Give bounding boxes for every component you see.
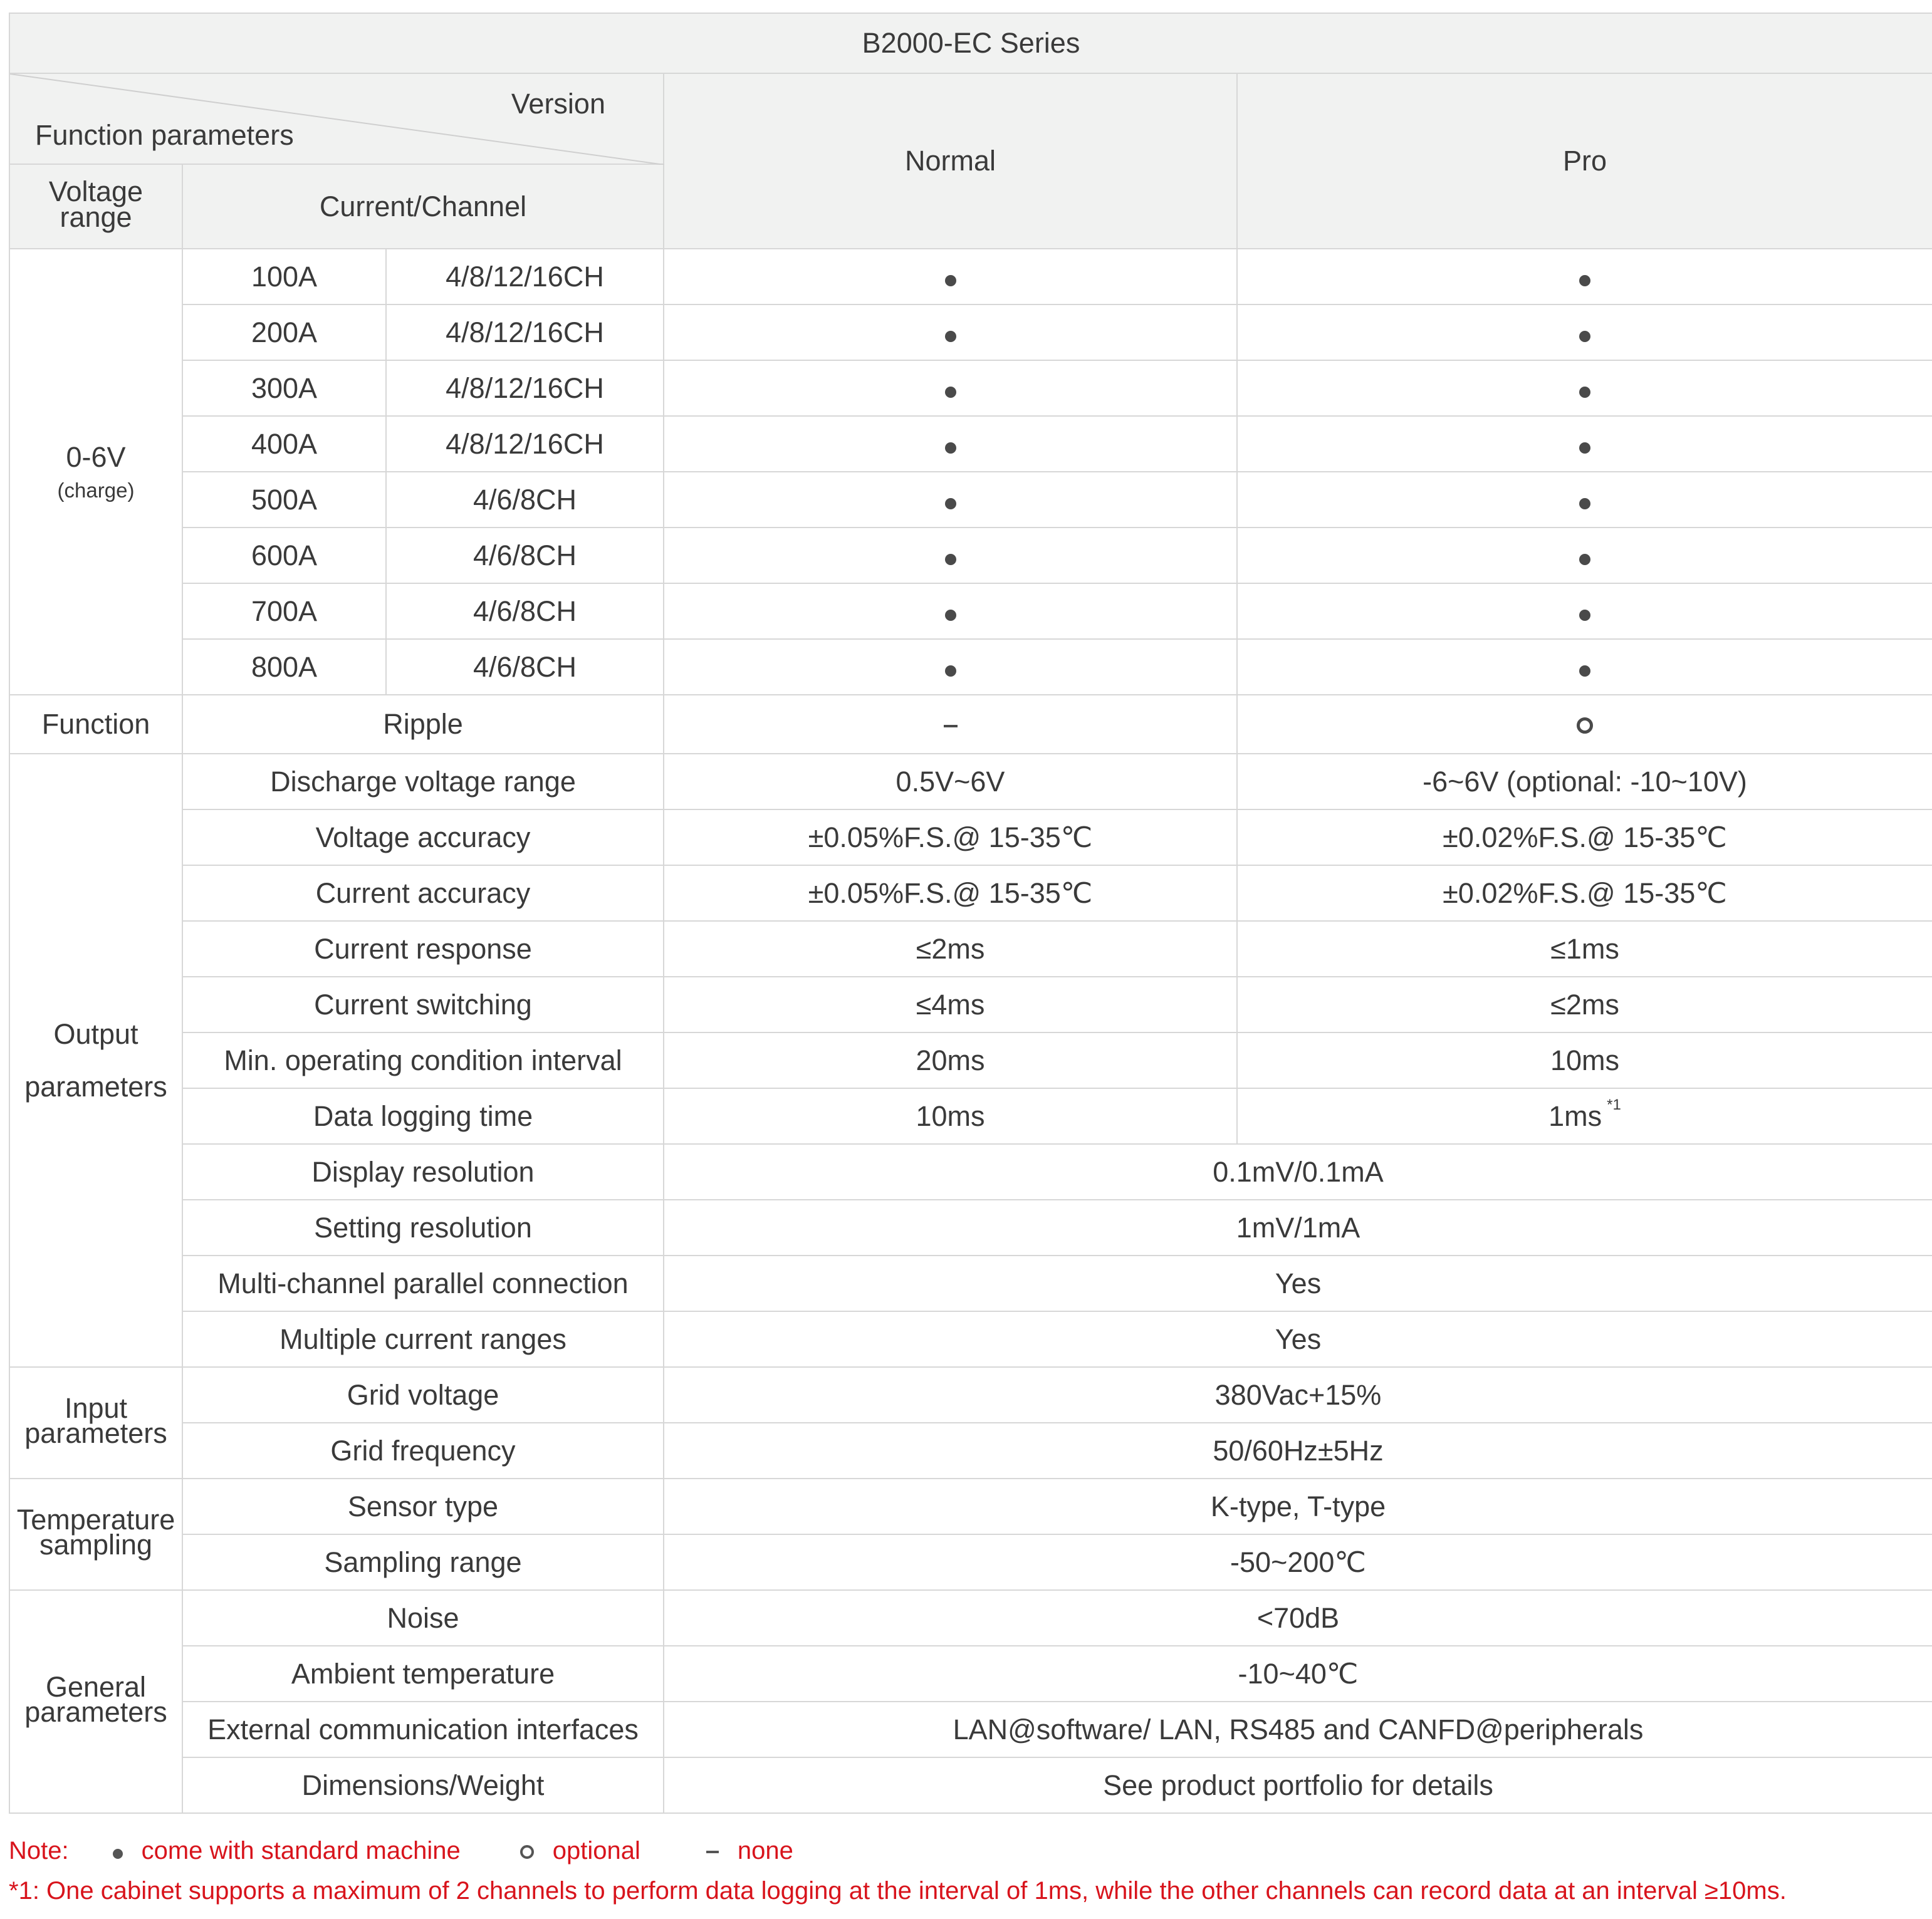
optional-ring-icon	[1577, 717, 1593, 734]
ripple-normal-cell	[664, 695, 1237, 754]
normal-header: Normal	[664, 73, 1237, 249]
merged-value: 1mV/1mA	[664, 1200, 1932, 1256]
output-label-line1: Output	[53, 1018, 138, 1051]
optional-legend-text: optional	[552, 1837, 640, 1864]
merged-value: Yes	[664, 1311, 1932, 1367]
current-cell: 700A	[182, 583, 386, 639]
param-label: Discharge voltage range	[182, 754, 664, 809]
standard-dot-icon	[945, 442, 956, 454]
normal-standard-cell	[664, 360, 1237, 416]
param-label: Setting resolution	[182, 1200, 664, 1256]
temp-group-text: Temperature sampling	[16, 1503, 175, 1561]
param-label: Current accuracy	[182, 865, 664, 921]
normal-value: ±0.05%F.S.@ 15-35℃	[664, 809, 1237, 865]
voltage-range-header	[9, 164, 182, 249]
channels-cell: 4/8/12/16CH	[386, 249, 664, 304]
standard-dot-icon	[1579, 387, 1590, 398]
pro-standard-cell	[1237, 639, 1932, 695]
merged-value: -10~40℃	[664, 1646, 1932, 1702]
current-cell: 800A	[182, 639, 386, 695]
header-diagonal-cell	[9, 73, 664, 164]
param-label: Sampling range	[182, 1534, 664, 1590]
standard-dot-icon	[113, 1849, 123, 1859]
channels-cell: 4/6/8CH	[386, 583, 664, 639]
none-legend-text: none	[737, 1837, 793, 1864]
current-cell: 400A	[182, 416, 386, 472]
standard-legend-text: come with standard machine	[141, 1837, 461, 1864]
normal-standard-cell	[664, 249, 1237, 304]
standard-dot-icon	[945, 665, 956, 677]
standard-dot-icon	[945, 331, 956, 342]
pro-header: Pro	[1237, 73, 1932, 249]
normal-value: 20ms	[664, 1032, 1237, 1088]
standard-dot-icon	[1579, 554, 1590, 565]
channels-cell: 4/8/12/16CH	[386, 304, 664, 360]
merged-value: 380Vac+15%	[664, 1367, 1932, 1423]
standard-dot-icon	[945, 275, 956, 286]
standard-dot-icon	[945, 387, 956, 398]
voltage-range-value: 0-6V	[66, 441, 126, 474]
merged-value: <70dB	[664, 1590, 1932, 1646]
param-label: Noise	[182, 1590, 664, 1646]
voltage-range-label: Voltage range	[48, 175, 144, 233]
pro-value: ≤2ms	[1237, 977, 1932, 1032]
pro-value: ≤1ms	[1237, 921, 1932, 977]
normal-standard-cell	[664, 639, 1237, 695]
standard-dot-icon	[1579, 275, 1590, 286]
merged-value: See product portfolio for details	[664, 1757, 1932, 1813]
merged-value: Yes	[664, 1256, 1932, 1311]
footnote-marker: *1	[1607, 1096, 1621, 1113]
pro-standard-cell	[1237, 416, 1932, 472]
merged-value: 0.1mV/0.1mA	[664, 1144, 1932, 1200]
general-group-label	[9, 1590, 182, 1813]
normal-standard-cell	[664, 416, 1237, 472]
param-label: Grid voltage	[182, 1367, 664, 1423]
output-group-label	[9, 754, 182, 1367]
channels-cell: 4/6/8CH	[386, 639, 664, 695]
normal-value: ≤4ms	[664, 977, 1237, 1032]
param-label: Voltage accuracy	[182, 809, 664, 865]
current-cell: 300A	[182, 360, 386, 416]
table-title: B2000-EC Series	[9, 13, 1932, 73]
pro-standard-cell	[1237, 472, 1932, 528]
pro-value: 10ms	[1237, 1032, 1932, 1088]
current-cell: 500A	[182, 472, 386, 528]
pro-value-cell	[1237, 1088, 1932, 1144]
pro-value: -6~6V (optional: -10~10V)	[1237, 754, 1932, 809]
channels-cell: 4/6/8CH	[386, 472, 664, 528]
param-label: Multi-channel parallel connection	[182, 1256, 664, 1311]
normal-standard-cell	[664, 472, 1237, 528]
standard-dot-icon	[1579, 331, 1590, 342]
param-label: Sensor type	[182, 1479, 664, 1534]
param-label: Grid frequency	[182, 1423, 664, 1479]
param-label: Min. operating condition interval	[182, 1032, 664, 1088]
merged-value: -50~200℃	[664, 1534, 1932, 1590]
standard-dot-icon	[945, 498, 956, 509]
pro-standard-cell	[1237, 583, 1932, 639]
current-cell: 600A	[182, 528, 386, 583]
standard-dot-icon	[945, 554, 956, 565]
normal-standard-cell	[664, 304, 1237, 360]
channels-cell: 4/8/12/16CH	[386, 360, 664, 416]
legend-note	[9, 1837, 793, 1865]
param-label: Data logging time	[182, 1088, 664, 1144]
output-label-line2: parameters	[24, 1070, 167, 1103]
standard-dot-icon	[1579, 442, 1590, 454]
ripple-pro-cell	[1237, 695, 1932, 754]
pro-standard-cell	[1237, 528, 1932, 583]
param-label: Display resolution	[182, 1144, 664, 1200]
channels-cell: 4/8/12/16CH	[386, 416, 664, 472]
current-cell: 200A	[182, 304, 386, 360]
normal-value: ±0.05%F.S.@ 15-35℃	[664, 865, 1237, 921]
param-label: Current switching	[182, 977, 664, 1032]
normal-standard-cell	[664, 583, 1237, 639]
normal-value: 10ms	[664, 1088, 1237, 1144]
pro-standard-cell	[1237, 360, 1932, 416]
optional-ring-icon	[520, 1845, 534, 1859]
voltage-range-note: (charge)	[57, 478, 135, 502]
param-label: Current response	[182, 921, 664, 977]
normal-value: ≤2ms	[664, 921, 1237, 977]
current-cell: 100A	[182, 249, 386, 304]
pro-standard-cell	[1237, 249, 1932, 304]
pro-value: ±0.02%F.S.@ 15-35℃	[1237, 865, 1932, 921]
param-label: External communication interfaces	[182, 1702, 664, 1757]
none-dash-icon	[944, 725, 958, 727]
normal-value: 0.5V~6V	[664, 754, 1237, 809]
pro-value: 1ms	[1548, 1100, 1602, 1132]
merged-value: LAN@software/ LAN, RS485 and CANFD@peripherals	[664, 1702, 1932, 1757]
ripple-label: Ripple	[182, 695, 664, 754]
input-group-text: Input parameters	[24, 1391, 167, 1450]
param-label: Dimensions/Weight	[182, 1757, 664, 1813]
channels-cell: 4/6/8CH	[386, 528, 664, 583]
temp-group-label	[9, 1479, 182, 1590]
pro-standard-cell	[1237, 304, 1932, 360]
general-group-text: General parameters	[24, 1670, 167, 1729]
spec-table	[9, 13, 1932, 1814]
param-label: Multiple current ranges	[182, 1311, 664, 1367]
none-dash-icon	[706, 1851, 719, 1853]
note-label: Note:	[9, 1837, 69, 1864]
current-channel-header: Current/Channel	[182, 164, 664, 249]
function-group-label: Function	[9, 695, 182, 754]
standard-dot-icon	[1579, 665, 1590, 677]
standard-dot-icon	[945, 610, 956, 621]
input-group-label	[9, 1367, 182, 1479]
merged-value: K-type, T-type	[664, 1479, 1932, 1534]
voltage-range-cell	[9, 249, 182, 695]
footnote: *1: One cabinet supports a maximum of 2 channels to perform data logging at the interval of 1ms, while the other channels can record data at an interval ≥10ms.	[9, 1877, 1787, 1905]
merged-value: 50/60Hz±5Hz	[664, 1423, 1932, 1479]
pro-value: ±0.02%F.S.@ 15-35℃	[1237, 809, 1932, 865]
param-label: Ambient temperature	[182, 1646, 664, 1702]
standard-dot-icon	[1579, 498, 1590, 509]
normal-standard-cell	[664, 528, 1237, 583]
standard-dot-icon	[1579, 610, 1590, 621]
version-label: Version	[511, 88, 605, 120]
function-parameters-label: Function parameters	[35, 119, 294, 151]
